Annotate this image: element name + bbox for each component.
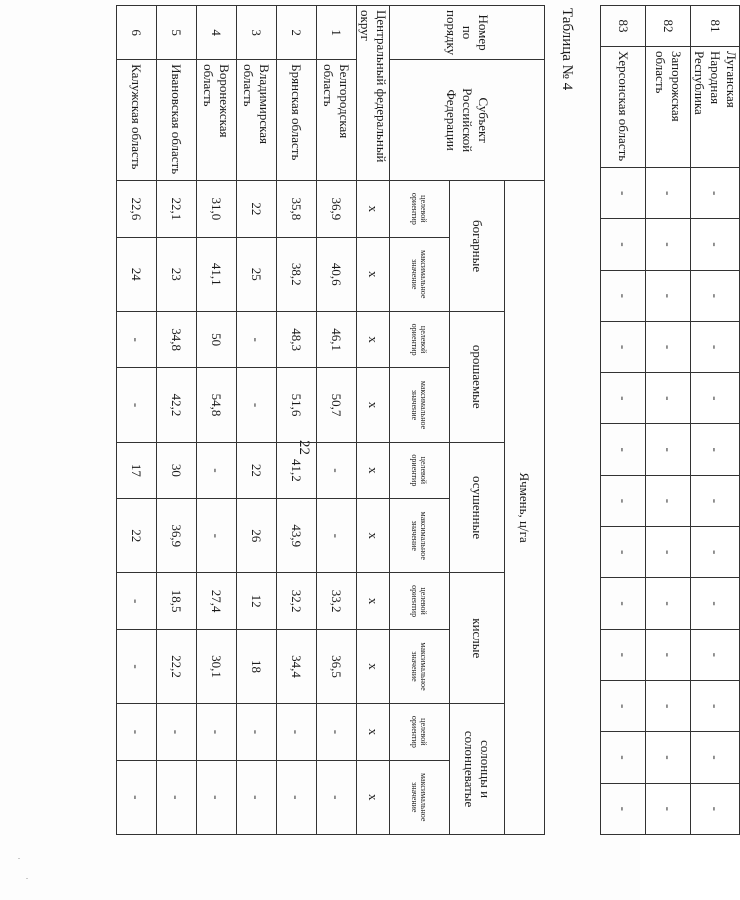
header-max: максимальное значение [390, 237, 450, 311]
table-cell: 18 [237, 629, 277, 703]
header-number: Номер по порядку [390, 6, 545, 60]
table-cell: х [357, 573, 390, 629]
table-cell: 22,2 [157, 629, 197, 703]
table-cell: - [646, 168, 691, 219]
table-cell: - [646, 783, 691, 834]
table-cell: - [691, 219, 740, 270]
header-target: целевой ориентир [390, 311, 450, 367]
table-cell: 48,3 [277, 311, 317, 367]
header-target: целевой ориентир [390, 442, 450, 498]
table-row [601, 6, 646, 835]
header-max: максимальное значение [390, 760, 450, 834]
table-cell: 43,9 [277, 499, 317, 573]
table-cell: х [357, 442, 390, 498]
table-cell: - [646, 270, 691, 321]
table-cell: - [277, 704, 317, 760]
table-cell: х [357, 311, 390, 367]
table-cell: - [117, 311, 157, 367]
table-cell: 38,2 [277, 237, 317, 311]
row-number: 4 [197, 6, 237, 60]
header-target: целевой ориентир [390, 704, 450, 760]
table-cell: х [357, 368, 390, 442]
district-name: Центральный федеральный округ [357, 6, 390, 181]
table-cell: - [601, 373, 646, 424]
table-cell: - [691, 629, 740, 680]
table-cell: 46,1 [317, 311, 357, 367]
table-cell: - [646, 680, 691, 731]
table-cell: - [646, 629, 691, 680]
header-subject: Субъект Российской Федерации [390, 60, 545, 181]
table-cell: - [691, 270, 740, 321]
table-cell: 50 [197, 311, 237, 367]
table-cell: - [601, 270, 646, 321]
table-cell: - [691, 527, 740, 578]
row-number: 83 [601, 6, 646, 47]
table-cell: - [237, 368, 277, 442]
table-cell: - [646, 527, 691, 578]
table-cell: х [357, 181, 390, 237]
table-cell: 51,6 [277, 368, 317, 442]
table-cell: 26 [237, 499, 277, 573]
table-cell: - [197, 760, 237, 834]
table-cell: 34,4 [277, 629, 317, 703]
table-cell: - [601, 578, 646, 629]
table-cell: 36,9 [157, 499, 197, 573]
table-cell: 54,8 [197, 368, 237, 442]
table-cell: - [601, 732, 646, 783]
table-row [691, 6, 740, 835]
table-cell: - [601, 629, 646, 680]
table-cell: х [357, 499, 390, 573]
table-cell: х [357, 760, 390, 834]
table-cell: - [117, 629, 157, 703]
table-cell: - [601, 475, 646, 526]
table-row [117, 6, 157, 835]
subject-name: Калужская область [117, 60, 157, 181]
header-group: орошаемые [450, 311, 505, 442]
rotated-sheet [100, 0, 740, 900]
table-cell: 32,2 [277, 573, 317, 629]
page-number: 22 [296, 440, 312, 455]
table-cell: - [317, 499, 357, 573]
subject-name: Луганская Народная Республика [691, 47, 740, 168]
table-cell: - [601, 783, 646, 834]
table-cell: - [691, 783, 740, 834]
table-cell: 34,8 [157, 311, 197, 367]
table-cell: 25 [237, 237, 277, 311]
table-row [277, 6, 317, 835]
table-cell: 22 [237, 442, 277, 498]
table-row [646, 6, 691, 835]
table-cell: - [646, 219, 691, 270]
subject-name: Белгородская область [317, 60, 357, 181]
table-3-continuation [600, 5, 740, 835]
header-group: богарные [450, 181, 505, 312]
row-number: 3 [237, 6, 277, 60]
table-cell: 41,1 [197, 237, 237, 311]
header-group: кислые [450, 573, 505, 704]
header-crop: Ячмень, ц/га [505, 181, 545, 835]
table-cell: 24 [117, 237, 157, 311]
table-cell: - [601, 321, 646, 372]
table-cell: - [601, 168, 646, 219]
header-group: осушенные [450, 442, 505, 573]
table-cell: 36,5 [317, 629, 357, 703]
table-cell: 36,9 [317, 181, 357, 237]
table-cell: - [117, 760, 157, 834]
header-group: солонцы и солонцеватые [450, 704, 505, 835]
table-cell: 22 [117, 499, 157, 573]
table-cell: 31,0 [197, 181, 237, 237]
table-cell: 23 [157, 237, 197, 311]
row-number: 5 [157, 6, 197, 60]
table-cell: 12 [237, 573, 277, 629]
table-cell: - [317, 760, 357, 834]
table-row [197, 6, 237, 835]
header-target: целевой ориентир [390, 573, 450, 629]
table-cell: - [601, 424, 646, 475]
table-cell: 41,2 [277, 442, 317, 498]
table-cell: - [117, 368, 157, 442]
subject-name: Ивановская область [157, 60, 197, 181]
subject-name: Брянская область [277, 60, 317, 181]
header-target: целевой ориентир [390, 181, 450, 237]
table-cell: - [157, 760, 197, 834]
table-cell: - [646, 578, 691, 629]
scan-mark: . [18, 852, 20, 861]
table-cell: - [117, 573, 157, 629]
header-max: максимальное значение [390, 499, 450, 573]
table-cell: - [691, 475, 740, 526]
table-cell: 35,8 [277, 181, 317, 237]
table-cell: - [646, 321, 691, 372]
table-cell: - [237, 760, 277, 834]
table-cell: х [357, 629, 390, 703]
table-cell: - [117, 704, 157, 760]
table-cell: 30 [157, 442, 197, 498]
table-cell: 30,1 [197, 629, 237, 703]
table-cell: - [197, 442, 237, 498]
table-cell: - [237, 704, 277, 760]
subject-name: Запорожская область [646, 47, 691, 168]
scan-mark: . [26, 872, 28, 881]
row-number: 1 [317, 6, 357, 60]
table-cell: - [277, 760, 317, 834]
row-number: 81 [691, 6, 740, 47]
table-cell: - [691, 373, 740, 424]
table-cell: - [601, 680, 646, 731]
table-cell: - [691, 424, 740, 475]
table-cell: - [691, 680, 740, 731]
table-cell: - [601, 219, 646, 270]
table-cell: - [646, 732, 691, 783]
table-cell: - [691, 321, 740, 372]
table-cell: 17 [117, 442, 157, 498]
table-row [237, 6, 277, 835]
row-number: 2 [277, 6, 317, 60]
table-cell: 40,6 [317, 237, 357, 311]
table-cell: - [691, 578, 740, 629]
header-max: максимальное значение [390, 368, 450, 442]
table-cell: - [317, 442, 357, 498]
table-cell: 22 [237, 181, 277, 237]
table-cell: 33,2 [317, 573, 357, 629]
table-cell: - [157, 704, 197, 760]
table-cell: х [357, 704, 390, 760]
table-cell: 50,7 [317, 368, 357, 442]
table-row [317, 6, 357, 835]
row-number: 6 [117, 6, 157, 60]
table-cell: 42,2 [157, 368, 197, 442]
table-cell: 22,1 [157, 181, 197, 237]
subject-name: Воронежская область [197, 60, 237, 181]
table-cell: - [646, 424, 691, 475]
row-number: 82 [646, 6, 691, 47]
table-cell: 22,6 [117, 181, 157, 237]
subject-name: Херсонская область [601, 47, 646, 168]
table-cell: х [357, 237, 390, 311]
table-row [157, 6, 197, 835]
table-cell: - [691, 732, 740, 783]
table-4-caption: Таблица № 4 [559, 8, 575, 91]
table-cell: - [237, 311, 277, 367]
header-max: максимальное значение [390, 629, 450, 703]
table-cell: - [646, 373, 691, 424]
district-row [357, 6, 390, 835]
table-4 [116, 5, 545, 835]
table-cell: - [197, 499, 237, 573]
subject-name: Владимирская область [237, 60, 277, 181]
table-cell: - [601, 527, 646, 578]
table-cell: - [197, 704, 237, 760]
table-cell: 27,4 [197, 573, 237, 629]
table-cell: - [646, 475, 691, 526]
table-cell: - [317, 704, 357, 760]
table-cell: 18,5 [157, 573, 197, 629]
table-cell: - [691, 168, 740, 219]
